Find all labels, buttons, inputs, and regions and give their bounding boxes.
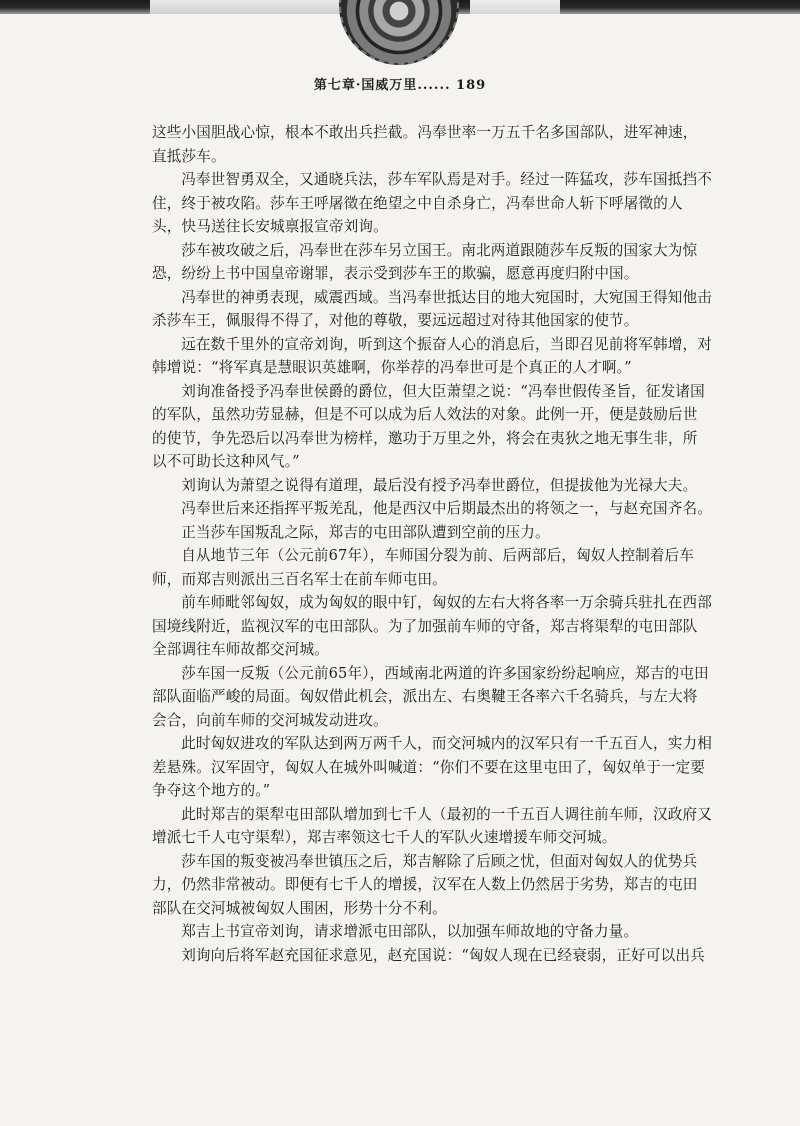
paragraph: 莎车国一反叛（公元前65年），西域南北两道的许多国家纷纷起响应，郑吉的屯田部队面临严峻的局面。匈奴借此机会，派出左、右奥鞬王各率六千名骑兵，与左大将会合，向前车师的交河城发动进攻。 bbox=[152, 664, 709, 729]
paragraph: 前车师毗邻匈奴，成为匈奴的眼中钉，匈奴的左右大将各率一万余骑兵驻扎在西部国境线附近，监视汉军的屯田部队。为了加强前车师的守备，郑吉将渠犁的屯田部队全部调往车师故都交河城。 bbox=[152, 594, 712, 658]
running-header bbox=[0, 74, 800, 93]
scan-light-area bbox=[470, 0, 560, 14]
paragraph: 此时郑吉的渠犁屯田部队增加到七千人（最初的一千五百人调往前车师，汉政府又增派七千人屯守渠犁），郑吉率领这七千人的军队火速增援车师交河城。 bbox=[152, 805, 712, 846]
paragraph: 此时匈奴进攻的军队达到两万两千人，而交河城内的汉军只有一千五百人，实力相差悬殊。汉军固守，匈奴人在城外叫喊道：“你们不要在这里屯田了，匈奴单于一定要争夺这个地方的。” bbox=[152, 735, 712, 799]
body-text bbox=[152, 121, 712, 967]
chapter-title: 第七章·国威万里...... bbox=[313, 78, 451, 93]
paragraph: 刘询准备授予冯奉世侯爵的爵位，但大臣萧望之说：“冯奉世假传圣旨，征发诸国的军队，虽然功劳显赫，但是不可以成为后人效法的对象。此例一开，便是鼓励后世的使节，争先恐后以冯奉世为榜样，邀功于万里之外，将会在夷狄之地无事生非，所以不可助长这种风气。” bbox=[152, 382, 705, 470]
paragraph: 冯奉世的神勇表现，威震西域。当冯奉世抵达目的地大宛国时，大宛国王得知他击杀莎车王，佩服得不得了，对他的尊敬，要远远超过对待其他国家的使节。 bbox=[152, 288, 712, 329]
paragraph: 自从地节三年（公元前67年），车师国分裂为前、后两部后，匈奴人控制着后车师，而郑吉则派出三百名军士在前车师屯田。 bbox=[152, 547, 695, 588]
paragraph: 郑吉上书宣帝刘询，请求增派屯田部队，以加强车师故地的守备力量。 bbox=[181, 923, 639, 940]
paragraph: 莎车被攻破之后，冯奉世在莎车另立国王。南北两道跟随莎车反叛的国家大为惊恐，纷纷上书中国皇帝谢罪，表示受到莎车王的欺骗，愿意再度归附中国。 bbox=[152, 241, 698, 282]
emblem-ring bbox=[339, 0, 459, 65]
paragraph: 冯奉世智勇双全，又通晓兵法，莎车军队焉是对手。经过一阵猛攻，莎车国抵挡不住，终于被攻陷。莎车王呼屠徵在绝望之中自杀身亡，冯奉世命人斩下呼屠徵的人头，快马送往长安城禀报宣帝刘询。 bbox=[152, 171, 712, 235]
paragraph: 这些小国胆战心惊，根本不敢出兵拦截。冯奉世率一万五千名多国部队，进军神速，直抵莎车。 bbox=[152, 124, 698, 165]
paragraph: 正当莎车国叛乱之际，郑吉的屯田部队遭到空前的压力。 bbox=[181, 523, 550, 541]
paragraph: 冯奉世后来还指挥平叛羌乱，他是西汉中后期最杰出的将领之一，与赵充国齐名。 bbox=[181, 500, 712, 517]
paragraph: 莎车国的叛变被冯奉世镇压之后，郑吉解除了后顾之忧，但面对匈奴人的优势兵力，仍然非常被动。即便有七千人的增援，汉军在人数上仍然居于劣势，郑吉的屯田部队在交河城被匈奴人围困，形势十分不利。 bbox=[152, 852, 698, 917]
paragraph: 刘询认为萧望之说得有道理，最后没有授予冯奉世爵位，但提拔他为光禄大夫。 bbox=[181, 476, 698, 494]
page-number: 189 bbox=[456, 78, 487, 93]
paragraph: 刘询向后将军赵充国征求意见，赵充国说：“匈奴人现在已经衰弱，正好可以出兵 bbox=[181, 946, 705, 964]
header-emblem-icon bbox=[336, 0, 462, 72]
paragraph: 远在数千里外的宣帝刘询，听到这个振奋人心的消息后，当即召见前将军韩增，对韩增说：“将军真是慧眼识英雄啊，你举荐的冯奉世可是个真正的人才啊。” bbox=[152, 335, 712, 376]
